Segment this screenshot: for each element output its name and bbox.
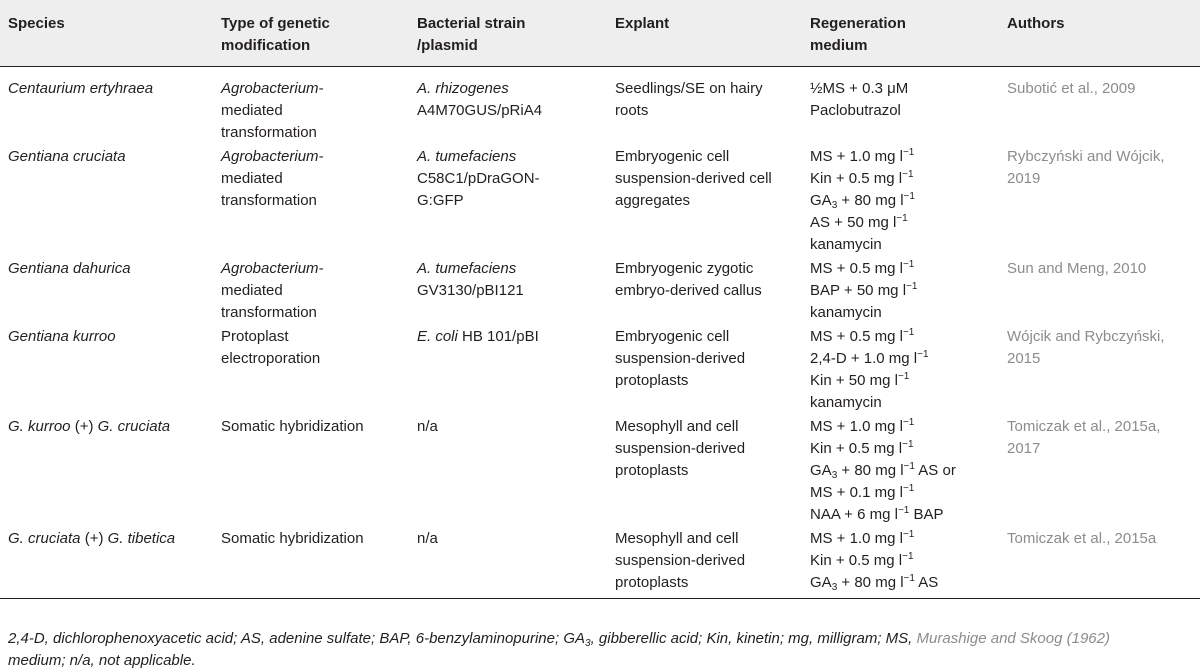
cell-modification [221, 256, 417, 324]
author-citation[interactable]: Wójcik and Rybczyński, [1007, 328, 1165, 345]
header-medium [810, 0, 1007, 67]
cell-medium [810, 144, 1007, 256]
cell-explant [615, 67, 810, 145]
modification-text: Somatic hybridization [221, 530, 364, 547]
explant-text: Embryogenic zygotic [615, 260, 754, 277]
cell-explant [615, 256, 810, 324]
header-label: Explant [615, 15, 670, 32]
cell-modification [221, 324, 417, 414]
modification-text: transformation [221, 304, 317, 321]
table-row [0, 144, 1200, 256]
author-citation[interactable]: 2019 [1007, 170, 1041, 187]
medium-line: AS + 50 mg $l^{-1}$ [810, 213, 908, 231]
modification-text: transformation [221, 124, 317, 141]
strain-text: G:GFP [417, 192, 464, 209]
header-label: Regeneration [810, 15, 906, 32]
author-citation[interactable]: 2015 [1007, 350, 1041, 367]
hybrid-symbol: (+) [70, 418, 98, 435]
species-name: G. cruciata [8, 530, 81, 547]
modification-text: mediated [221, 102, 283, 119]
header-label: /plasmid [417, 37, 478, 54]
table-row [0, 414, 1200, 526]
footnote-text: , gibberellic acid; Kin, kinetin; mg, milligram; MS, [590, 630, 917, 647]
medium-line: MS + 0.5 mg $l^{-1}$ [810, 259, 915, 277]
modification-text: Somatic hybridization [221, 418, 364, 435]
medium-line: MS + 1.0 mg $l^{-1}$ [810, 417, 915, 435]
species-name: G. tibetica [107, 530, 176, 547]
strain-text: GV3130/pBI121 [417, 282, 524, 299]
author-citation[interactable]: Tomiczak et al., 2015a [1007, 530, 1157, 547]
species-name: Gentiana dahurica [8, 260, 131, 277]
author-citation[interactable]: 2017 [1007, 440, 1041, 457]
footnote-text: 2,4-D, dichlorophenoxyacetic acid; AS, adenine sulfate; BAP, 6-benzylaminopurine; GA [8, 630, 586, 647]
cell-authors [1007, 256, 1200, 324]
cell-modification [221, 414, 417, 526]
explant-text: Mesophyll and cell [615, 418, 739, 435]
cell-species [0, 324, 221, 414]
header-explant [615, 0, 810, 67]
table-row [0, 256, 1200, 324]
modification-text: Agrobacterium- [221, 80, 324, 97]
species-name: Gentiana cruciata [8, 148, 126, 165]
strain-species: E. coli [417, 328, 458, 345]
medium-text: Paclobutrazol [810, 102, 901, 119]
strain-text: A4M70GUS/pRiA4 [417, 102, 543, 119]
cell-authors [1007, 144, 1200, 256]
header-species [0, 0, 221, 67]
medium-line: MS + 0.1 mg $l^{-1}$ [810, 483, 915, 501]
strain-text: n/a [417, 530, 438, 547]
explant-text: Seedlings/SE on hairy [615, 80, 763, 97]
footnote-line-1 [8, 628, 1188, 650]
footnote-reference[interactable]: Murashige and Skoog (1962) [916, 630, 1110, 647]
medium-line: Kin + 0.5 mg $l^{-1}$ [810, 439, 914, 457]
cell-strain [417, 67, 615, 145]
cell-species [0, 67, 221, 145]
explant-text: embryo-derived callus [615, 282, 762, 299]
medium-line: NAA + 6 mg $l^{-1}$ BAP [810, 505, 944, 523]
explant-text: suspension-derived [615, 350, 746, 367]
cell-medium [810, 526, 1007, 599]
cell-species [0, 256, 221, 324]
table-row [0, 324, 1200, 414]
explant-text: Mesophyll and cell [615, 530, 739, 547]
modification-text: electroporation [221, 350, 321, 367]
species-name: G. cruciata [97, 418, 171, 435]
explant-text: roots [615, 102, 649, 119]
explant-text: suspension-derived [615, 552, 746, 569]
strain-text: C58C1/pDraGON- [417, 170, 540, 187]
table-footnote [8, 628, 1188, 672]
explant-text: protoplasts [615, 574, 689, 591]
medium-line: MS + 1.0 mg $l^{-1}$ [810, 147, 915, 165]
table-row [0, 526, 1200, 599]
cell-explant [615, 526, 810, 599]
cell-modification [221, 67, 417, 145]
header-label: Authors [1007, 15, 1065, 32]
author-citation[interactable]: Rybczyński and Wójcik, [1007, 148, 1165, 165]
modification-text: Protoplast [221, 328, 289, 345]
cell-authors [1007, 324, 1200, 414]
modification-text: Agrobacterium- [221, 260, 324, 277]
cell-species [0, 526, 221, 599]
medium-line: $GA_3 + 80$ mg $l^{-1}$ [810, 191, 915, 211]
medium-line: kanamycin [810, 394, 882, 411]
strain-species: A. tumefaciens [417, 148, 517, 165]
medium-text: ½MS + 0.3 μM [810, 80, 909, 97]
cell-medium [810, 414, 1007, 526]
modification-text: mediated [221, 170, 283, 187]
modification-text: transformation [221, 192, 317, 209]
author-citation[interactable]: Sun and Meng, 2010 [1007, 260, 1147, 277]
explant-text: protoplasts [615, 462, 689, 479]
species-name: G. kurroo [8, 418, 71, 435]
strain-text: n/a [417, 418, 438, 435]
header-label: Species [8, 15, 65, 32]
medium-line: Kin + 50 mg $l^{-1}$ [810, 371, 910, 389]
table-row [0, 67, 1200, 145]
author-citation[interactable]: Tomiczak et al., 2015a, [1007, 418, 1161, 435]
author-citation[interactable]: Subotić et al., 2009 [1007, 80, 1136, 97]
header-strain [417, 0, 615, 67]
cell-explant [615, 144, 810, 256]
header-modification [221, 0, 417, 67]
cell-strain [417, 144, 615, 256]
strain-species: A. tumefaciens [417, 260, 517, 277]
cell-explant [615, 414, 810, 526]
cell-species [0, 144, 221, 256]
medium-line: Kin + 0.5 mg $l^{-1}$ [810, 169, 914, 187]
cell-strain [417, 526, 615, 599]
cell-medium [810, 256, 1007, 324]
hybrid-symbol: (+) [80, 530, 108, 547]
cell-medium [810, 324, 1007, 414]
cell-explant [615, 324, 810, 414]
explant-text: aggregates [615, 192, 691, 209]
header-label: medium [810, 37, 868, 54]
header-label: Bacterial strain [417, 15, 526, 32]
medium-line: $GA_3 + 80$ mg $l^{-1}$ AS or [810, 461, 956, 481]
cell-medium [810, 67, 1007, 145]
explant-text: Embryogenic cell [615, 148, 730, 165]
medium-line: kanamycin [810, 304, 882, 321]
header-label: modification [221, 37, 311, 54]
modification-text: Agrobacterium- [221, 148, 324, 165]
medium-line: $GA_3 + 80$ mg $l^{-1}$ AS [810, 573, 939, 593]
medium-line: MS + 0.5 mg $l^{-1}$ [810, 327, 915, 345]
footnote-line-2: medium; n/a, not applicable. [8, 652, 196, 669]
header-row [0, 0, 1200, 67]
cell-modification [221, 144, 417, 256]
medium-line: MS + 1.0 mg $l^{-1}$ [810, 529, 915, 547]
cell-authors [1007, 67, 1200, 145]
cell-species [0, 414, 221, 526]
medium-line: BAP + 50 mg $l^{-1}$ [810, 281, 918, 299]
explant-text: suspension-derived cell [615, 170, 772, 187]
medium-line: kanamycin [810, 236, 882, 253]
medium-line: Kin + 0.5 mg $l^{-1}$ [810, 551, 914, 569]
cell-authors [1007, 414, 1200, 526]
cell-strain [417, 256, 615, 324]
medium-line: 2,4-D + 1.0 mg $l^{-1}$ [810, 349, 929, 367]
header-label: Type of genetic [221, 15, 330, 32]
footnote-subscript: 3 [585, 638, 591, 649]
strain-species: A. rhizogenes [417, 80, 509, 97]
cell-modification [221, 526, 417, 599]
cell-strain [417, 414, 615, 526]
cell-strain [417, 324, 615, 414]
species-name: Gentiana kurroo [8, 328, 116, 345]
explant-text: suspension-derived [615, 440, 746, 457]
explant-text: protoplasts [615, 372, 689, 389]
header-authors [1007, 0, 1200, 67]
strain-text: HB 101/pBI [457, 328, 539, 345]
explant-text: Embryogenic cell [615, 328, 730, 345]
cell-authors [1007, 526, 1200, 599]
modification-text: mediated [221, 282, 283, 299]
species-name: Centaurium ertyhraea [8, 80, 154, 97]
